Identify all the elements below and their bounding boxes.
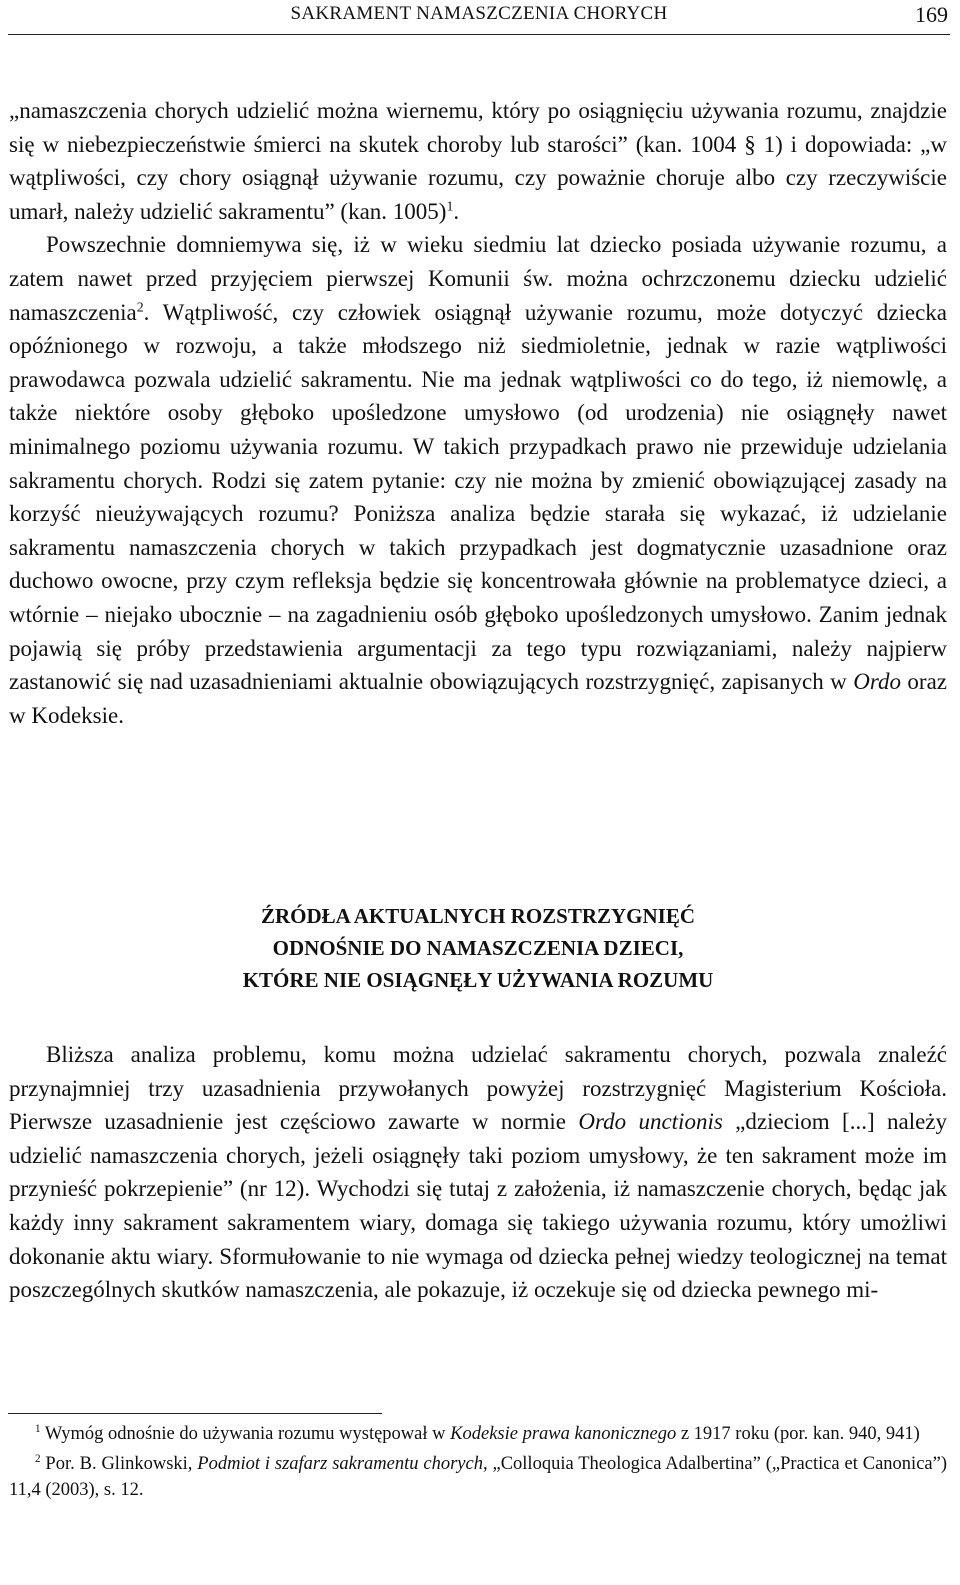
section-heading [9,900,947,996]
paragraph-text: . Wątpliwość, czy człowiek osiągnął używanie rozumu, może dotyczyć dziecka opóźnionego w rozwoju, a także młodszego niż siedmioletnie, jednak w razie wątpliwości prawodawca pozwala udzielić sakramentu. Nie ma jednak wątpliwości co do tego, iż niemowlę, a także niektóre osoby głęboko upośledzone umysłowo (od urodzenia) nie osiągnęły nawet minimalnego poziomu używania rozumu. W takich przypadkach prawo nie przewiduje udzielania sakramentu chorych. Rodzi się zatem pytanie: czy nie można by zmienić obowiązującej zasady na korzyść nieużywających rozumu? Poniższa analiza będzie starała się wykazać, iż udzielanie sakramentu namaszczenia chorych w takich przypadkach jest dogmatycznie uzasadnione oraz duchowo owocne, przy czym refleksja będzie się koncentrowała głównie na problematyce dzieci, a wtórnie – niejako ubocznie – na zagadnieniu osób głęboko upośledzonych umysłowo. Zanim jednak pojawią się próby przedstawienia argumentacji za tego typu rozwiązaniami, należy najpierw zastanowić się nad uzasadnieniami aktualnie obowiązujących rozstrzygnięć, zapisanych w [9,299,947,695]
paragraph-continued [9,94,947,228]
body-text-bottom [9,1038,947,1307]
footnote-text: Wymóg odnośnie do używania rozumu występował w [40,1424,451,1444]
footnote [9,1451,947,1503]
running-title: SAKRAMENT NAMASZCZENIA CHORYCH [290,3,668,24]
footnote-ref-2: 2 [136,298,144,314]
footnote-text: , „Colloquia Theologica Adalbertina” („Practica et Canonica”) 11,4 (2003), s. 12. [9,1454,947,1500]
paragraph-text-end: . [453,198,460,224]
footnote-italic: Kodeksie prawa kanonicznego [450,1424,677,1444]
page-number: 169 [915,2,948,27]
footnote-divider [8,1413,382,1414]
italic-term-ordo-unctionis: Ordo unctionis [578,1109,723,1135]
paragraph-text: „namaszczenia chorych udzielić można wiernemu, który po osiągnięciu używania rozumu, znajdzie się w niebezpieczeństwie śmierci na skutek choroby lub starości” (kan. 1004 § 1) i dopowiada: „w wątpliwości, czy chory osiągnął używanie rozumu, czy poważnie choruje albo czy rzeczywiście umarł, należy udzielić sakramentu” (kan. 1005) [9,98,947,224]
paragraph-text: oraz w Kodeksie. [9,669,948,728]
footnote-italic: Podmiot i szafarz sakramentu chorych [197,1454,483,1474]
paragraph-text: Bliższa analiza problemu, komu można udzielać sakramentu chorych, pozwala znaleźć przynajmniej trzy uzasadnienia przywołanych powyżej rozstrzygnięć Magisterium Kościoła. Pierwsze uzasadnienie jest częściowo zawarte w normie [9,1042,947,1135]
section-heading-line: KTÓRE NIE OSIĄGNĘŁY UŻYWANIA ROZUMU [242,968,714,992]
section-heading-line: ODNOŚNIE DO NAMASZCZENIA DZIECI, [272,936,684,960]
running-header [8,0,950,35]
footnote-text: Por. B. Glinkowski, [40,1454,198,1474]
paragraph-text: Powszechnie domniemywa się, iż w wieku siedmiu lat dziecko posiada używanie rozumu, a zatem nawet przed przyjęciem pierwszej Komunii św. można ochrzczonemu dziecku udzielić namaszczenia [9,232,947,325]
footnote [9,1421,947,1447]
paragraph-text: „dzieciom [...] należy udzielić namaszczenia chorych, jeżeli osiągnęły taki poziom umysłowy, że ten sakrament może im przynieść pokrzepienie” (nr 12). Wychodzi się tutaj z założenia, iż namaszczenie chorych, będąc jak każdy inny sakrament sakramentem wiary, domaga się takiego używania rozumu, który umożliwi dokonanie aktu wiary. Sformułowanie to nie wymaga od dziecka pełnej wiedzy teologicznej na temat poszczególnych skutków namaszczenia, ale pokazuje, iż oczekuje się od dziecka pewnego mi- [9,1109,947,1303]
italic-term-ordo: Ordo [853,669,901,695]
body-text-top [9,94,947,732]
footnote-text: z 1917 roku (por. kan. 940, 941) [676,1424,920,1444]
footnote-number: 1 [35,1422,41,1435]
footnote-ref-1: 1 [446,198,454,214]
footnotes [9,1421,947,1507]
footnote-number: 2 [35,1452,41,1465]
section-heading-line: ŹRÓDŁA AKTUALNYCH ROZSTRZYGNIĘĆ [260,904,696,928]
paragraph [9,1038,947,1307]
paragraph [9,228,947,732]
